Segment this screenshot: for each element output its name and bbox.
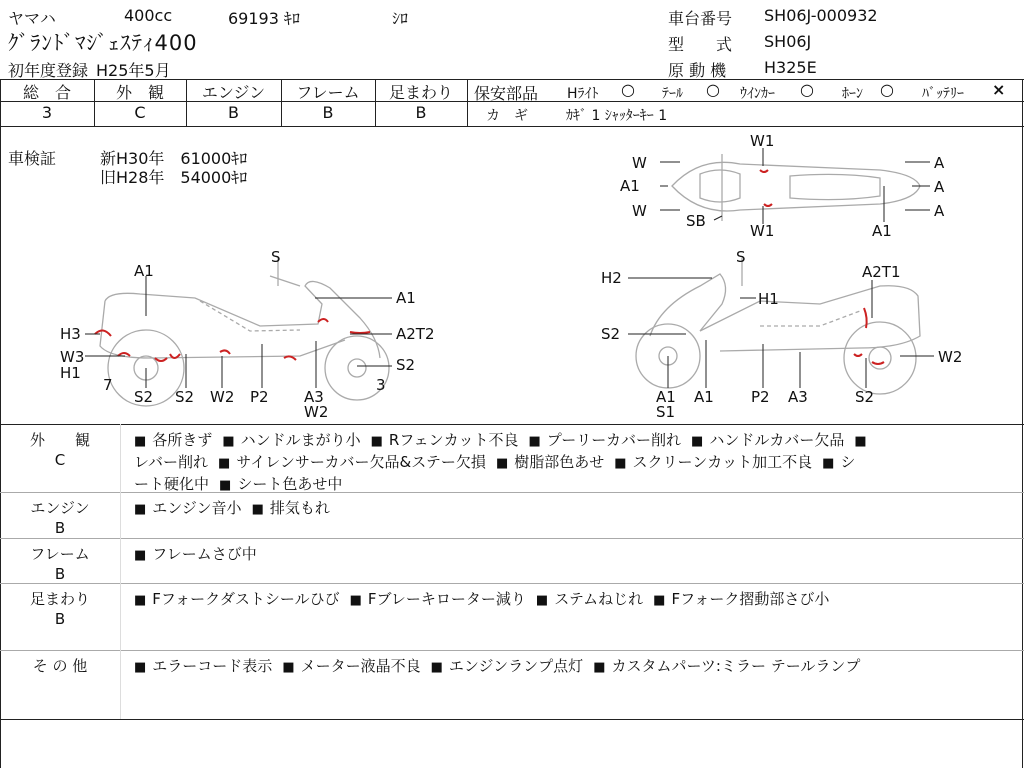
first-registration-value: H25年5月 — [96, 61, 171, 80]
remark-item: ■ エラーコード表示 — [134, 657, 272, 675]
label-top-a-c: A — [934, 202, 945, 220]
svg-text:S2: S2 — [855, 388, 875, 406]
section-grade-0: C — [54, 451, 66, 469]
remark-item: ■ フレームさび中 — [134, 545, 257, 563]
remark-item: ート硬化中 — [134, 475, 210, 493]
svg-text:S1: S1 — [656, 403, 676, 421]
svg-text:H2: H2 — [601, 269, 622, 287]
grade-engine-value: B — [228, 103, 239, 122]
label-top-w-a: W — [632, 154, 647, 172]
label-top-a-b: A — [934, 178, 945, 196]
section-head-1: エンジン — [30, 499, 90, 517]
svg-text:S2: S2 — [134, 388, 154, 406]
section-grade-3: B — [54, 610, 66, 628]
remark-item: ■ 各所きず — [134, 431, 212, 449]
remark-item: ■ 樹脂部色あせ — [496, 453, 604, 471]
section-head-0: 外 観 — [29, 431, 90, 449]
section-line — [134, 473, 1014, 497]
svg-text:A3: A3 — [304, 388, 324, 406]
svg-text:H3: H3 — [60, 325, 81, 343]
svg-text:A2T1: A2T1 — [862, 263, 901, 281]
svg-text:A1: A1 — [396, 289, 416, 307]
section-head-4: そ の 他 — [32, 657, 88, 675]
svg-text:H1: H1 — [60, 364, 81, 382]
remark-item — [854, 431, 872, 449]
maker: ヤマハ — [8, 9, 56, 28]
label-top-w1a: W1 — [750, 132, 775, 150]
remark-item: ■ プーリーカバー削れ — [528, 431, 681, 449]
grade-exterior-value: C — [134, 103, 146, 122]
grade-suspension-value: B — [415, 103, 427, 122]
svg-text:7: 7 — [103, 376, 113, 394]
svg-text:W2: W2 — [938, 348, 963, 366]
safety-parts-label: 保安部品 — [474, 84, 539, 103]
section-line — [134, 497, 1014, 521]
tail-ok-icon: ○ — [706, 80, 720, 99]
tail-label: ﾃｰﾙ — [662, 86, 683, 102]
svg-text:S: S — [736, 248, 746, 266]
battery-label: ﾊﾞｯﾃﾘｰ — [922, 86, 964, 102]
frame-number-label: 車台番号 — [668, 9, 733, 28]
type-label: 型 式 — [668, 35, 733, 54]
svg-text:S2: S2 — [175, 388, 195, 406]
grade-exterior-label: 外 観 — [115, 83, 164, 102]
section-line — [134, 451, 1014, 475]
svg-text:S2: S2 — [396, 356, 416, 374]
svg-text:W2: W2 — [304, 403, 329, 421]
section-head-3: 足まわり — [29, 590, 90, 608]
key-label: カ ギ — [486, 108, 528, 124]
svg-text:P2: P2 — [751, 388, 770, 406]
engine-model-label: 原 動 機 — [668, 61, 727, 80]
top-view-body — [672, 162, 920, 211]
remark-item: ■ Fブレーキローター減り — [350, 590, 526, 608]
engine-model-value: H325E — [764, 58, 817, 77]
top-view-labels — [620, 132, 945, 240]
grade-frame-label: フレーム — [296, 83, 360, 102]
svg-text:W2: W2 — [210, 388, 235, 406]
label-top-a-a: A — [934, 154, 945, 172]
grade-frame-value: B — [322, 103, 334, 122]
section-line — [134, 588, 1014, 612]
winker-ok-icon: ○ — [800, 80, 814, 99]
section-head-2: フレーム — [30, 545, 90, 563]
svg-text:3: 3 — [376, 376, 386, 394]
remark-item: ■ Rフェンカット不良 — [371, 431, 519, 449]
model-name: ｸﾞﾗﾝﾄﾞﾏｼﾞｪｽﾃｨ400 — [8, 31, 198, 55]
section-grade-1: B — [54, 519, 66, 537]
remark-item: ■ サイレンサーカバー欠品&ステー欠損 — [218, 453, 486, 471]
svg-text:A3: A3 — [788, 388, 808, 406]
svg-text:A1: A1 — [134, 262, 154, 280]
svg-text:H1: H1 — [758, 290, 779, 308]
section-grade-2: B — [54, 565, 66, 583]
remark-item: レバー削れ — [134, 453, 208, 471]
section-line — [134, 655, 1014, 679]
grade-suspension-label: 足まわり — [388, 83, 453, 102]
displacement: 400cc — [124, 6, 173, 25]
remark-item: ■ シート色あせ中 — [219, 475, 342, 493]
right-rear-wheel — [844, 322, 916, 394]
mileage: 69193 ｷﾛ — [228, 9, 300, 28]
label-top-a1: A1 — [620, 177, 640, 195]
svg-text:P2: P2 — [250, 388, 269, 406]
remark-item: ■ ハンドルカバー欠品 — [691, 431, 844, 449]
color: ｼﾛ — [392, 9, 409, 28]
headlight-label: Hﾗｲﾄ — [567, 86, 599, 102]
remark-item: ■ Fフォーク摺動部さび小 — [653, 590, 829, 608]
remark-item: ■ シ — [822, 453, 855, 471]
svg-text:S: S — [271, 248, 281, 266]
svg-text:A2T2: A2T2 — [396, 325, 435, 343]
remark-item: ■ カスタムパーツ:ミラー テールランプ — [593, 657, 860, 675]
winker-label: ｳｲﾝｶｰ — [740, 86, 775, 102]
battery-ng-icon: × — [992, 80, 1006, 99]
section-line — [134, 429, 1014, 453]
remark-item: ■ ハンドルまがり小 — [222, 431, 360, 449]
type-value: SH06J — [764, 32, 812, 51]
svg-text:W3: W3 — [60, 348, 85, 366]
headlight-ok-icon: ○ — [621, 80, 635, 99]
remark-item: ■ スクリーンカット加工不良 — [614, 453, 812, 471]
inspection-old: 旧H28年 54000ｷﾛ — [100, 168, 248, 187]
inspection-label: 車検証 — [8, 149, 57, 168]
remark-item: ■ メーター液晶不良 — [282, 657, 420, 675]
svg-text:S2: S2 — [601, 325, 621, 343]
remark-item: ■ Fフォークダストシールひび — [134, 590, 340, 608]
svg-text:A1: A1 — [656, 388, 676, 406]
label-top-sb: SB — [686, 212, 706, 230]
horn-label: ﾎｰﾝ — [842, 86, 863, 102]
grade-engine-label: エンジン — [201, 83, 266, 102]
damage-diagram — [0, 126, 1024, 426]
remark-item: ■ ステムねじれ — [536, 590, 643, 608]
label-top-w1b: W1 — [750, 222, 775, 240]
first-registration-label: 初年度登録 — [8, 61, 89, 80]
key-value: ｶｷﾞ 1 ｼｬｯﾀｰｷｰ 1 — [566, 108, 668, 124]
frame-number-value: SH06J-000932 — [764, 6, 878, 25]
grade-overall-label: 総 合 — [22, 83, 71, 102]
horn-ok-icon: ○ — [880, 80, 894, 99]
remark-item: ■ 排気もれ — [252, 499, 330, 517]
section-line — [134, 543, 1014, 567]
inspection-new: 新H30年 61000ｷﾛ — [100, 149, 248, 168]
svg-text:A1: A1 — [694, 388, 714, 406]
label-top-a1b: A1 — [872, 222, 892, 240]
remark-item: ■ エンジン音小 — [134, 499, 242, 517]
label-top-w-b: W — [632, 202, 647, 220]
remark-item: ■ エンジンランプ点灯 — [431, 657, 584, 675]
grade-overall-value: 3 — [41, 103, 53, 122]
